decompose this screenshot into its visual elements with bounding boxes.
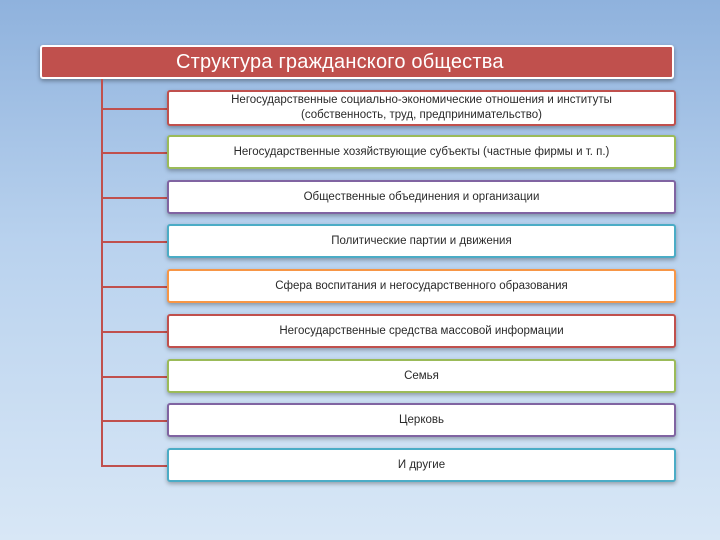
structure-item-label: Общественные объединения и организации: [303, 190, 540, 203]
structure-item-label: Негосударственные хозяйствующие субъекты (частные фирмы и т. п.): [233, 145, 610, 158]
connector-branch: [101, 152, 167, 154]
structure-item-label: И другие: [397, 458, 446, 471]
title-banner: [40, 45, 674, 79]
structure-item: [167, 448, 676, 482]
connector-branch: [101, 241, 167, 243]
connector-branch: [101, 108, 167, 110]
structure-item: [167, 314, 676, 348]
structure-item-label: Негосударственные средства массовой информации: [279, 324, 564, 337]
structure-item-label: Сфера воспитания и негосударственного образования: [275, 279, 568, 292]
structure-item: [167, 403, 676, 437]
structure-item-label: Политические партии и движения: [331, 234, 512, 247]
connector-branch: [101, 197, 167, 199]
connector-branch: [101, 286, 167, 288]
connector-branch: [101, 376, 167, 378]
structure-item: [167, 180, 676, 214]
structure-item-label: Семья: [404, 369, 439, 382]
slide-title: Структура гражданского общества: [176, 50, 504, 73]
structure-item: [167, 135, 676, 169]
connector-branch: [101, 420, 167, 422]
structure-item-label: Негосударственные социально-экономические отношения и институты (собственность, труд, предпринимательство): [231, 94, 612, 121]
structure-item: [167, 224, 676, 258]
structure-item: [167, 90, 676, 126]
connector-branch: [101, 465, 167, 467]
structure-item: [167, 359, 676, 393]
connector-branch: [101, 331, 167, 333]
structure-item-label: Церковь: [399, 413, 444, 426]
connector-trunk: [101, 79, 103, 467]
structure-item: [167, 269, 676, 303]
